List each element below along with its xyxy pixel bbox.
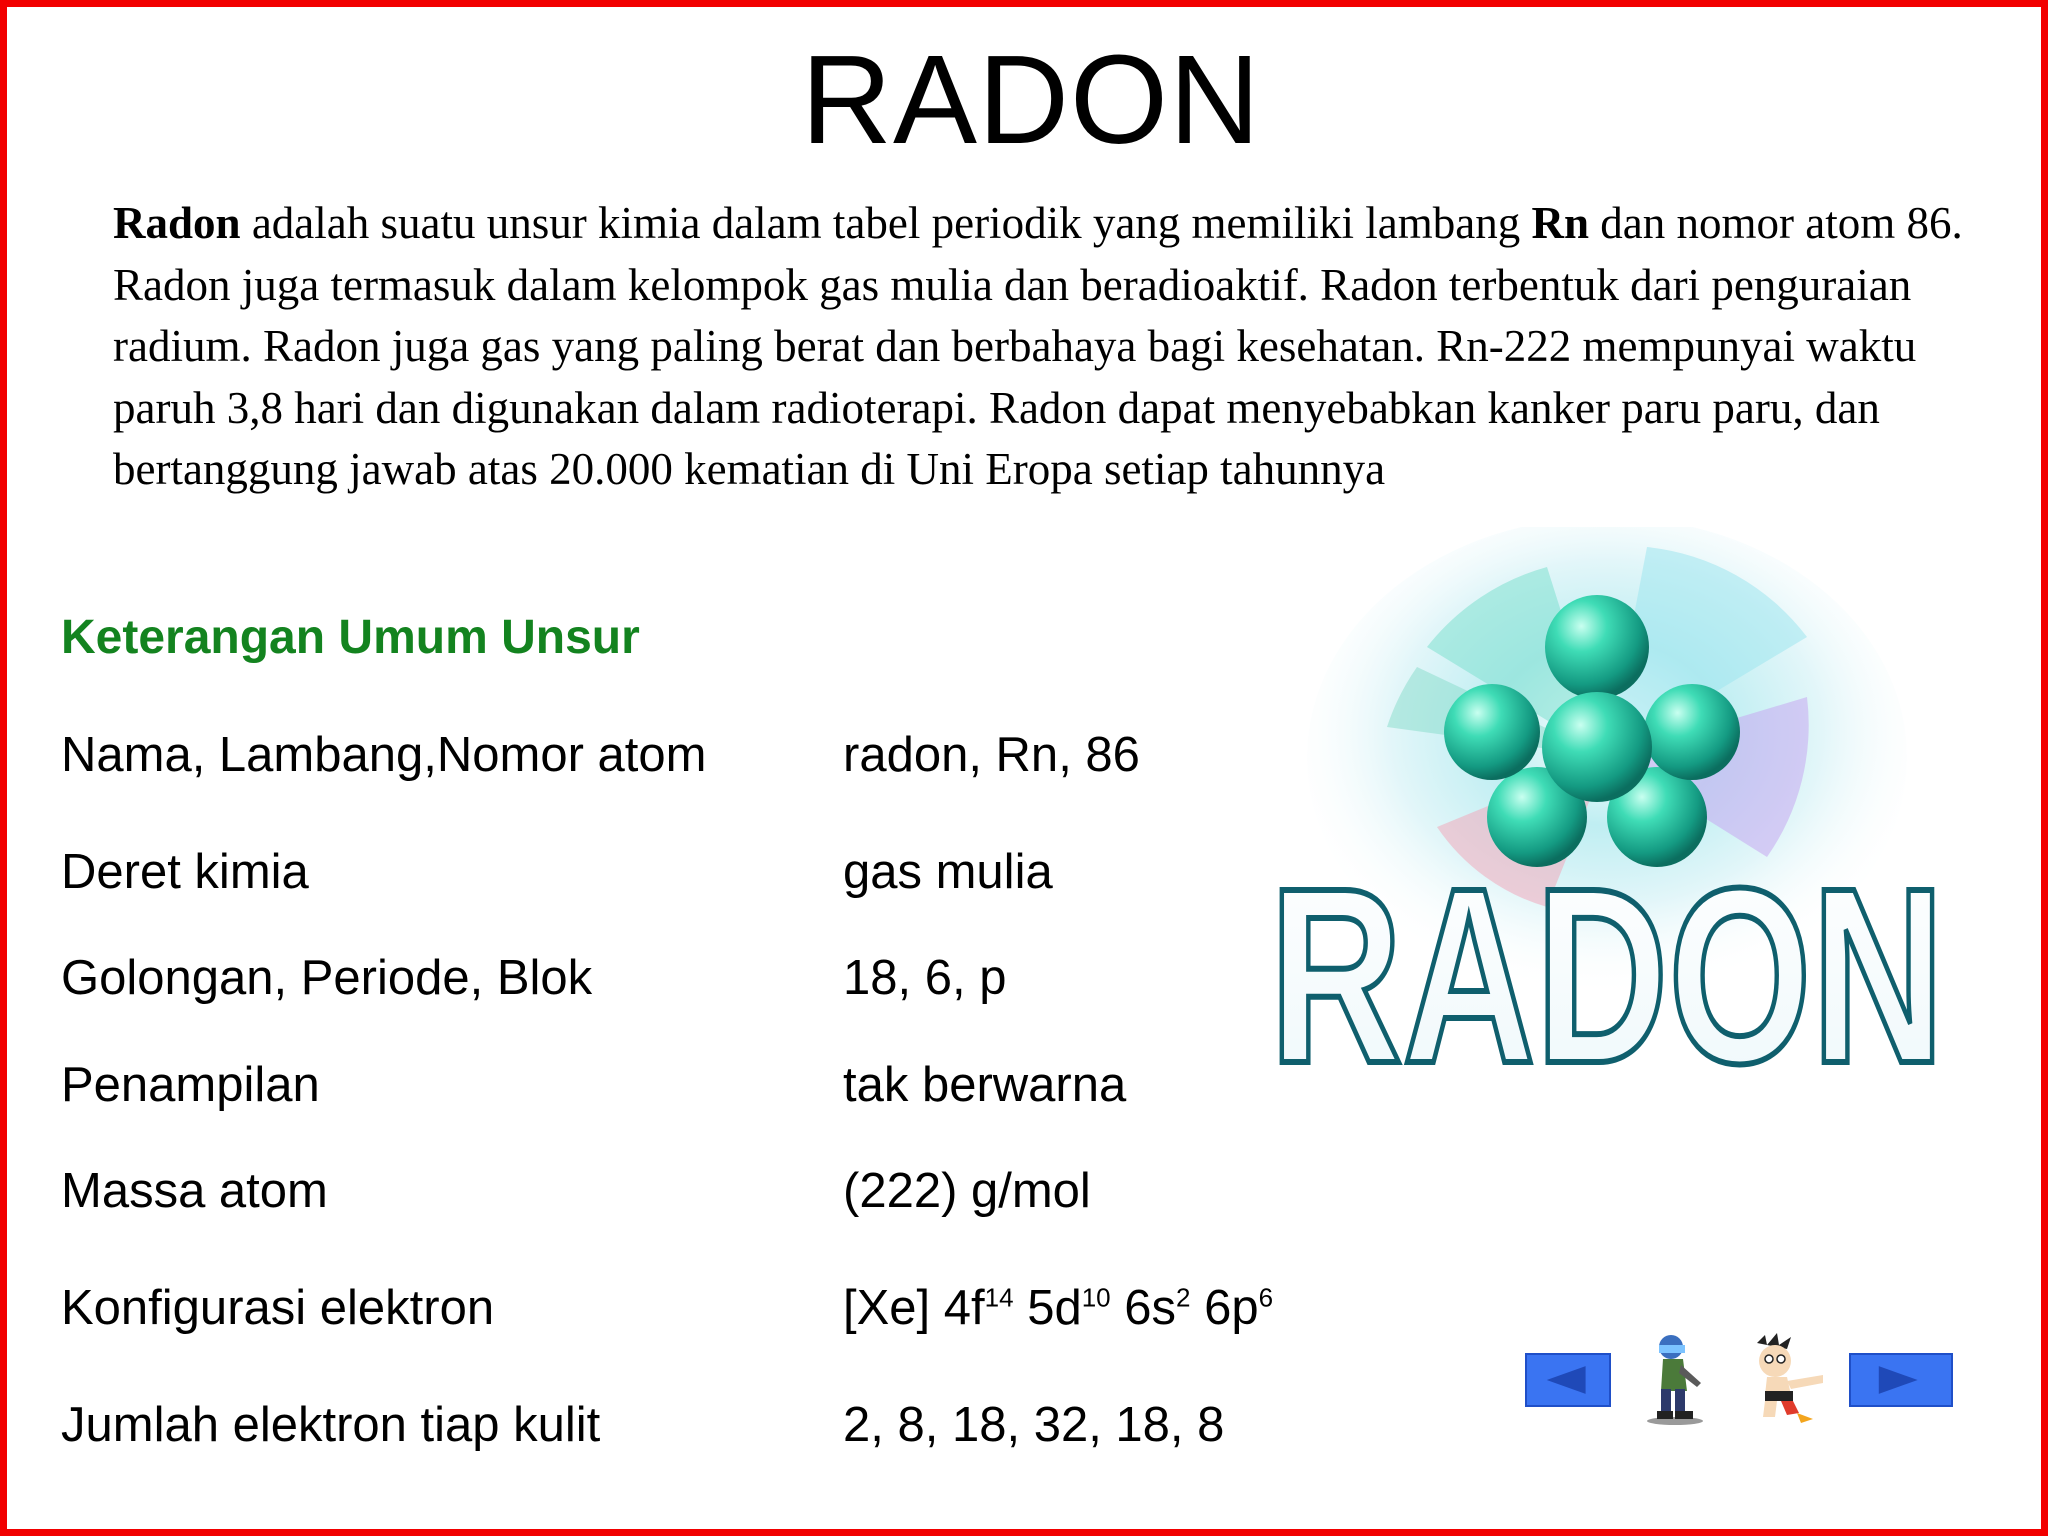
row-label-jumlah: Jumlah elektron tiap kulit	[61, 1398, 601, 1452]
next-slide-button[interactable]	[1849, 1353, 1953, 1407]
config-p: 6p	[1190, 1281, 1259, 1335]
row-label-nama: Nama, Lambang,Nomor atom	[61, 728, 707, 782]
row-label-golongan: Golongan, Periode, Blok	[61, 951, 593, 1005]
radon-logo-word: RADON	[1269, 836, 1945, 1087]
config-s-sup: 2	[1176, 1282, 1191, 1313]
row-value-golongan: 18, 6, p	[843, 951, 1007, 1005]
astro-boy-character-icon	[1737, 1333, 1833, 1425]
config-f: 4f	[930, 1281, 985, 1335]
config-d: 5d	[1013, 1281, 1082, 1335]
section-title: Keterangan Umum Unsur	[61, 611, 640, 664]
slide-title: RADON	[800, 29, 1262, 170]
config-core: [Xe]	[843, 1281, 931, 1335]
robot-character-icon	[1635, 1333, 1715, 1425]
row-value-massa: (222) g/mol	[843, 1164, 1091, 1218]
row-label-penampilan: Penampilan	[61, 1058, 320, 1112]
row-value-nama: radon, Rn, 86	[843, 728, 1140, 782]
config-d-sup: 10	[1081, 1282, 1111, 1313]
left-arrow-icon	[1527, 1355, 1609, 1405]
row-value-deret: gas mulia	[843, 845, 1053, 899]
radon-logo	[1247, 527, 1967, 1087]
intro-paragraph	[113, 193, 1993, 501]
radon-logo-graphic	[1247, 527, 1967, 1087]
config-p-sup: 6	[1258, 1282, 1274, 1313]
config-s: 6s	[1110, 1281, 1176, 1335]
row-label-konfigurasi: Konfigurasi elektron	[61, 1281, 495, 1335]
config-f-sup: 14	[984, 1282, 1014, 1313]
intro-bold-term: Radon	[113, 198, 241, 248]
previous-slide-button[interactable]	[1525, 1353, 1611, 1407]
intro-text-a: adalah suatu unsur kimia dalam tabel periodik yang memiliki lambang	[240, 198, 1532, 248]
intro-bold-symbol: Rn	[1531, 198, 1590, 248]
row-value-penampilan: tak berwarna	[843, 1058, 1127, 1112]
row-label-massa: Massa atom	[61, 1164, 328, 1218]
right-arrow-icon	[1851, 1355, 1951, 1405]
intro-text-b: dan nomor atom 86. Radon juga termasuk dalam kelompok gas mulia dan beradioaktif. Radon terbentuk dari penguraian radium. Radon juga gas yang paling berat dan berbahaya bagi kesehatan. Rn-222 mempunyai waktu paruh 3,8 hari dan digunakan dalam radioterapi. Radon dapat menyebabkan kanker paru paru, dan bertanggung jawab atas 20.000 kematian di Uni Eropa setiap tahunnya	[113, 198, 1963, 494]
row-value-jumlah: 2, 8, 18, 32, 18, 8	[843, 1398, 1225, 1452]
row-value-konfigurasi	[843, 1280, 1273, 1336]
row-label-deret: Deret kimia	[61, 845, 309, 899]
